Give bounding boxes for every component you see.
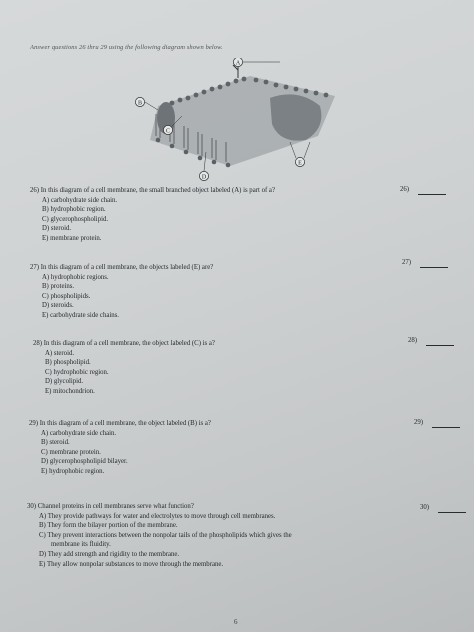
label-c: C: [165, 128, 171, 135]
question-stem: 28) In this diagram of a cell membrane, the object labeled (C) is a?: [33, 340, 215, 347]
option-c: C) glycerophospholipid.: [42, 215, 109, 223]
question-stem: 27) In this diagram of a cell membrane, the objects labeled (E) are?: [30, 264, 214, 271]
question-30: [27, 502, 407, 569]
answer-blank-26[interactable]: [418, 194, 446, 195]
answer-number-30: 30): [420, 504, 430, 511]
answer-blank-30[interactable]: [438, 512, 466, 513]
option-e: E) hydrophobic region.: [41, 467, 105, 475]
option-a: A) carbohydrate side chain.: [41, 429, 117, 437]
label-d: D: [201, 174, 207, 181]
option-b: B) They form the bilayer portion of the membrane.: [39, 522, 178, 530]
question-28: [33, 339, 215, 397]
question-stem: 30) Channel proteins in cell membranes serve what function?: [27, 503, 194, 510]
question-26: [30, 186, 275, 244]
answer-number-27: 27): [402, 259, 412, 266]
option-a: A) carbohydrate side chain.: [42, 196, 118, 204]
option-b: B) proteins.: [42, 283, 75, 291]
answer-blank-27[interactable]: [420, 267, 448, 268]
label-b: B: [137, 100, 143, 107]
option-e: E) They allow nonpolar substances to move through the membrane.: [39, 560, 224, 568]
answer-number-28: 28): [408, 337, 418, 344]
question-29: [29, 419, 211, 477]
option-e: E) carbohydrate side chains.: [42, 311, 119, 319]
question-stem: 29) In this diagram of a cell membrane, the object labeled (B) is a?: [29, 420, 211, 427]
option-c: C) membrane protein.: [41, 448, 101, 456]
answer-blank-28[interactable]: [426, 345, 454, 346]
answer-number-29: 29): [414, 419, 424, 426]
option-c-continuation: membrane its fluidity.: [51, 541, 111, 549]
option-e: E) mitochondrion.: [45, 387, 95, 395]
option-c: C) phospholipids.: [42, 292, 91, 300]
option-a: A) They provide pathways for water and electrolytes to move through cell membranes.: [39, 512, 276, 520]
option-d: D) They add strength and rigidity to the membrane.: [39, 550, 180, 558]
instructions-text: Answer questions 26 thru 29 using the following diagram shown below.: [30, 44, 223, 51]
option-a: A) steroid.: [45, 349, 75, 357]
question-stem: 26) In this diagram of a cell membrane, the small branched object labeled (A) is part of a?: [30, 187, 275, 194]
option-c: C) They prevent interactions between the nonpolar tails of the phospholipids which gives the: [39, 531, 292, 539]
cell-membrane-diagram: [130, 58, 350, 183]
option-b: B) hydrophobic region.: [42, 206, 106, 214]
answer-number-26: 26): [400, 186, 410, 193]
option-d: D) glycolipid.: [45, 378, 84, 386]
option-c: C) hydrophobic region.: [45, 368, 109, 376]
option-d: D) steroid.: [42, 225, 72, 233]
label-a: A: [235, 60, 241, 67]
page-number: 6: [234, 618, 238, 626]
option-b: B) phospholipid.: [45, 359, 91, 367]
question-27: [30, 263, 213, 321]
answer-blank-29[interactable]: [432, 427, 460, 428]
option-a: A) hydrophobic regions.: [42, 273, 109, 281]
option-e: E) membrane protein.: [42, 234, 102, 242]
option-b: B) steroid.: [41, 439, 70, 447]
option-d: D) steroids.: [42, 302, 74, 310]
label-e: E: [298, 160, 302, 167]
option-d: D) glycerophospholipid bilayer.: [41, 458, 128, 466]
